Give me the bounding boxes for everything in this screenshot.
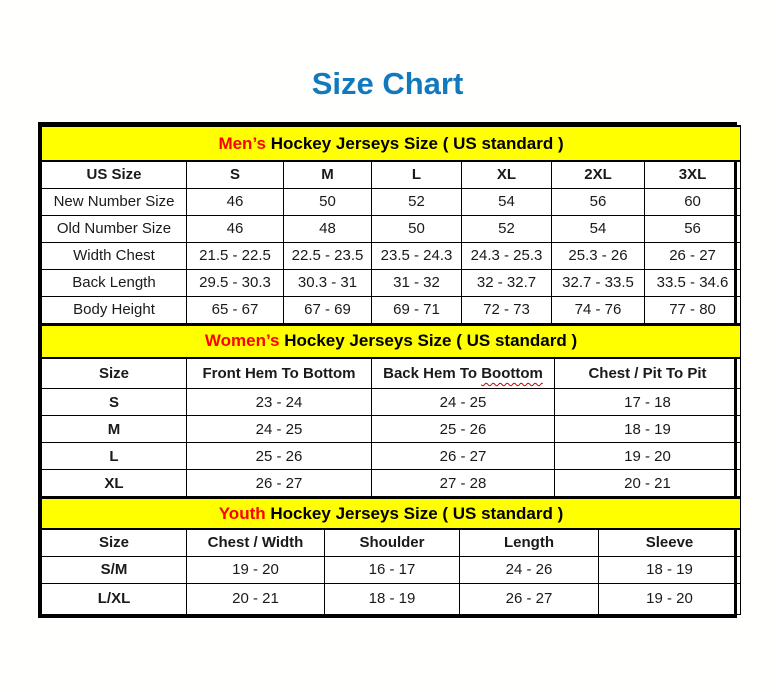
size-cell: 69 - 71 bbox=[372, 296, 462, 323]
size-cell: 67 - 69 bbox=[284, 296, 372, 323]
table-row bbox=[42, 556, 741, 583]
size-cell: 46 bbox=[187, 188, 284, 215]
column-header: Shoulder bbox=[325, 529, 460, 556]
mens-label: Men’s bbox=[218, 133, 266, 153]
mens-size-table bbox=[41, 125, 741, 324]
column-header: 2XL bbox=[552, 161, 645, 188]
table-row bbox=[42, 583, 741, 614]
youth-size-table bbox=[41, 497, 741, 615]
size-cell: 21.5 - 22.5 bbox=[187, 242, 284, 269]
youth-label: Youth bbox=[218, 503, 266, 523]
size-cell: 52 bbox=[372, 188, 462, 215]
size-cell: 29.5 - 30.3 bbox=[187, 269, 284, 296]
table-row bbox=[42, 529, 741, 556]
size-cell: 26 - 27 bbox=[460, 583, 599, 614]
size-cell: 54 bbox=[462, 188, 552, 215]
column-header: Chest / Pit To Pit bbox=[555, 358, 741, 389]
column-header: Chest / Width bbox=[187, 529, 325, 556]
womens-size-table bbox=[41, 324, 741, 498]
table-row bbox=[42, 269, 741, 296]
misspelled-word: Boottom bbox=[481, 364, 543, 382]
size-cell: 18 - 19 bbox=[599, 556, 741, 583]
column-header: L bbox=[372, 161, 462, 188]
table-row bbox=[42, 416, 741, 443]
youth-section-header-row bbox=[42, 498, 741, 529]
youth-section-header bbox=[42, 498, 741, 529]
size-cell: 25 - 26 bbox=[372, 416, 555, 443]
column-header: Front Hem To Bottom bbox=[187, 358, 372, 389]
size-cell: 18 - 19 bbox=[325, 583, 460, 614]
mens-section-header-row bbox=[42, 126, 741, 161]
table-row bbox=[42, 470, 741, 497]
womens-section-header bbox=[42, 325, 741, 358]
table-row bbox=[42, 443, 741, 470]
row-label: S/M bbox=[42, 556, 187, 583]
size-cell: 77 - 80 bbox=[645, 296, 741, 323]
size-cell: 18 - 19 bbox=[555, 416, 741, 443]
size-cell: 30.3 - 31 bbox=[284, 269, 372, 296]
womens-section-header-row bbox=[42, 325, 741, 358]
row-label: Back Length bbox=[42, 269, 187, 296]
column-header: Size bbox=[42, 358, 187, 389]
column-header: M bbox=[284, 161, 372, 188]
youth-band-text: Hockey Jerseys Size ( US standard ) bbox=[265, 503, 564, 523]
row-label: Body Height bbox=[42, 296, 187, 323]
size-cell: 20 - 21 bbox=[187, 583, 325, 614]
column-header: 3XL bbox=[645, 161, 741, 188]
size-cell: 54 bbox=[552, 215, 645, 242]
table-row bbox=[42, 188, 741, 215]
column-header: S bbox=[187, 161, 284, 188]
column-header: Size bbox=[42, 529, 187, 556]
size-cell: 72 - 73 bbox=[462, 296, 552, 323]
size-cell: 17 - 18 bbox=[555, 389, 741, 416]
size-cell: 16 - 17 bbox=[325, 556, 460, 583]
size-cell: 32 - 32.7 bbox=[462, 269, 552, 296]
row-label: L bbox=[42, 443, 187, 470]
size-cell: 52 bbox=[462, 215, 552, 242]
mens-band-text: Hockey Jerseys Size ( US standard ) bbox=[265, 133, 564, 153]
size-cell: 31 - 32 bbox=[372, 269, 462, 296]
row-label: Old Number Size bbox=[42, 215, 187, 242]
womens-band-text: Hockey Jerseys Size ( US standard ) bbox=[279, 331, 578, 350]
size-cell: 74 - 76 bbox=[552, 296, 645, 323]
size-cell: 32.7 - 33.5 bbox=[552, 269, 645, 296]
row-label: New Number Size bbox=[42, 188, 187, 215]
size-cell: 50 bbox=[372, 215, 462, 242]
size-cell: 24.3 - 25.3 bbox=[462, 242, 552, 269]
column-header: Back Hem To Boottom bbox=[372, 358, 555, 389]
row-label: XL bbox=[42, 470, 187, 497]
size-cell: 19 - 20 bbox=[555, 443, 741, 470]
size-cell: 65 - 67 bbox=[187, 296, 284, 323]
size-cell: 25 - 26 bbox=[187, 443, 372, 470]
womens-label: Women’s bbox=[204, 331, 280, 350]
mens-section-header bbox=[42, 126, 741, 161]
size-cell: 19 - 20 bbox=[599, 583, 741, 614]
table-row bbox=[42, 242, 741, 269]
size-tables-container bbox=[38, 122, 737, 618]
row-label: M bbox=[42, 416, 187, 443]
table-row bbox=[42, 215, 741, 242]
size-cell: 50 bbox=[284, 188, 372, 215]
size-cell: 27 - 28 bbox=[372, 470, 555, 497]
size-cell: 23 - 24 bbox=[187, 389, 372, 416]
column-header: US Size bbox=[42, 161, 187, 188]
size-cell: 26 - 27 bbox=[372, 443, 555, 470]
size-cell: 60 bbox=[645, 188, 741, 215]
size-cell: 48 bbox=[284, 215, 372, 242]
table-row bbox=[42, 161, 741, 188]
size-cell: 19 - 20 bbox=[187, 556, 325, 583]
size-cell: 33.5 - 34.6 bbox=[645, 269, 741, 296]
column-header: Length bbox=[460, 529, 599, 556]
size-cell: 25.3 - 26 bbox=[552, 242, 645, 269]
size-cell: 22.5 - 23.5 bbox=[284, 242, 372, 269]
table-row bbox=[42, 358, 741, 389]
row-label: Width Chest bbox=[42, 242, 187, 269]
size-cell: 24 - 25 bbox=[372, 389, 555, 416]
table-row bbox=[42, 296, 741, 323]
row-label: L/XL bbox=[42, 583, 187, 614]
size-cell: 46 bbox=[187, 215, 284, 242]
column-header: XL bbox=[462, 161, 552, 188]
size-cell: 26 - 27 bbox=[187, 470, 372, 497]
size-cell: 56 bbox=[552, 188, 645, 215]
size-cell: 20 - 21 bbox=[555, 470, 741, 497]
column-header: Sleeve bbox=[599, 529, 741, 556]
size-cell: 26 - 27 bbox=[645, 242, 741, 269]
size-cell: 56 bbox=[645, 215, 741, 242]
row-label: S bbox=[42, 389, 187, 416]
page-title: Size Chart bbox=[311, 66, 464, 101]
size-cell: 23.5 - 24.3 bbox=[372, 242, 462, 269]
size-cell: 24 - 25 bbox=[187, 416, 372, 443]
table-row bbox=[42, 389, 741, 416]
size-cell: 24 - 26 bbox=[460, 556, 599, 583]
